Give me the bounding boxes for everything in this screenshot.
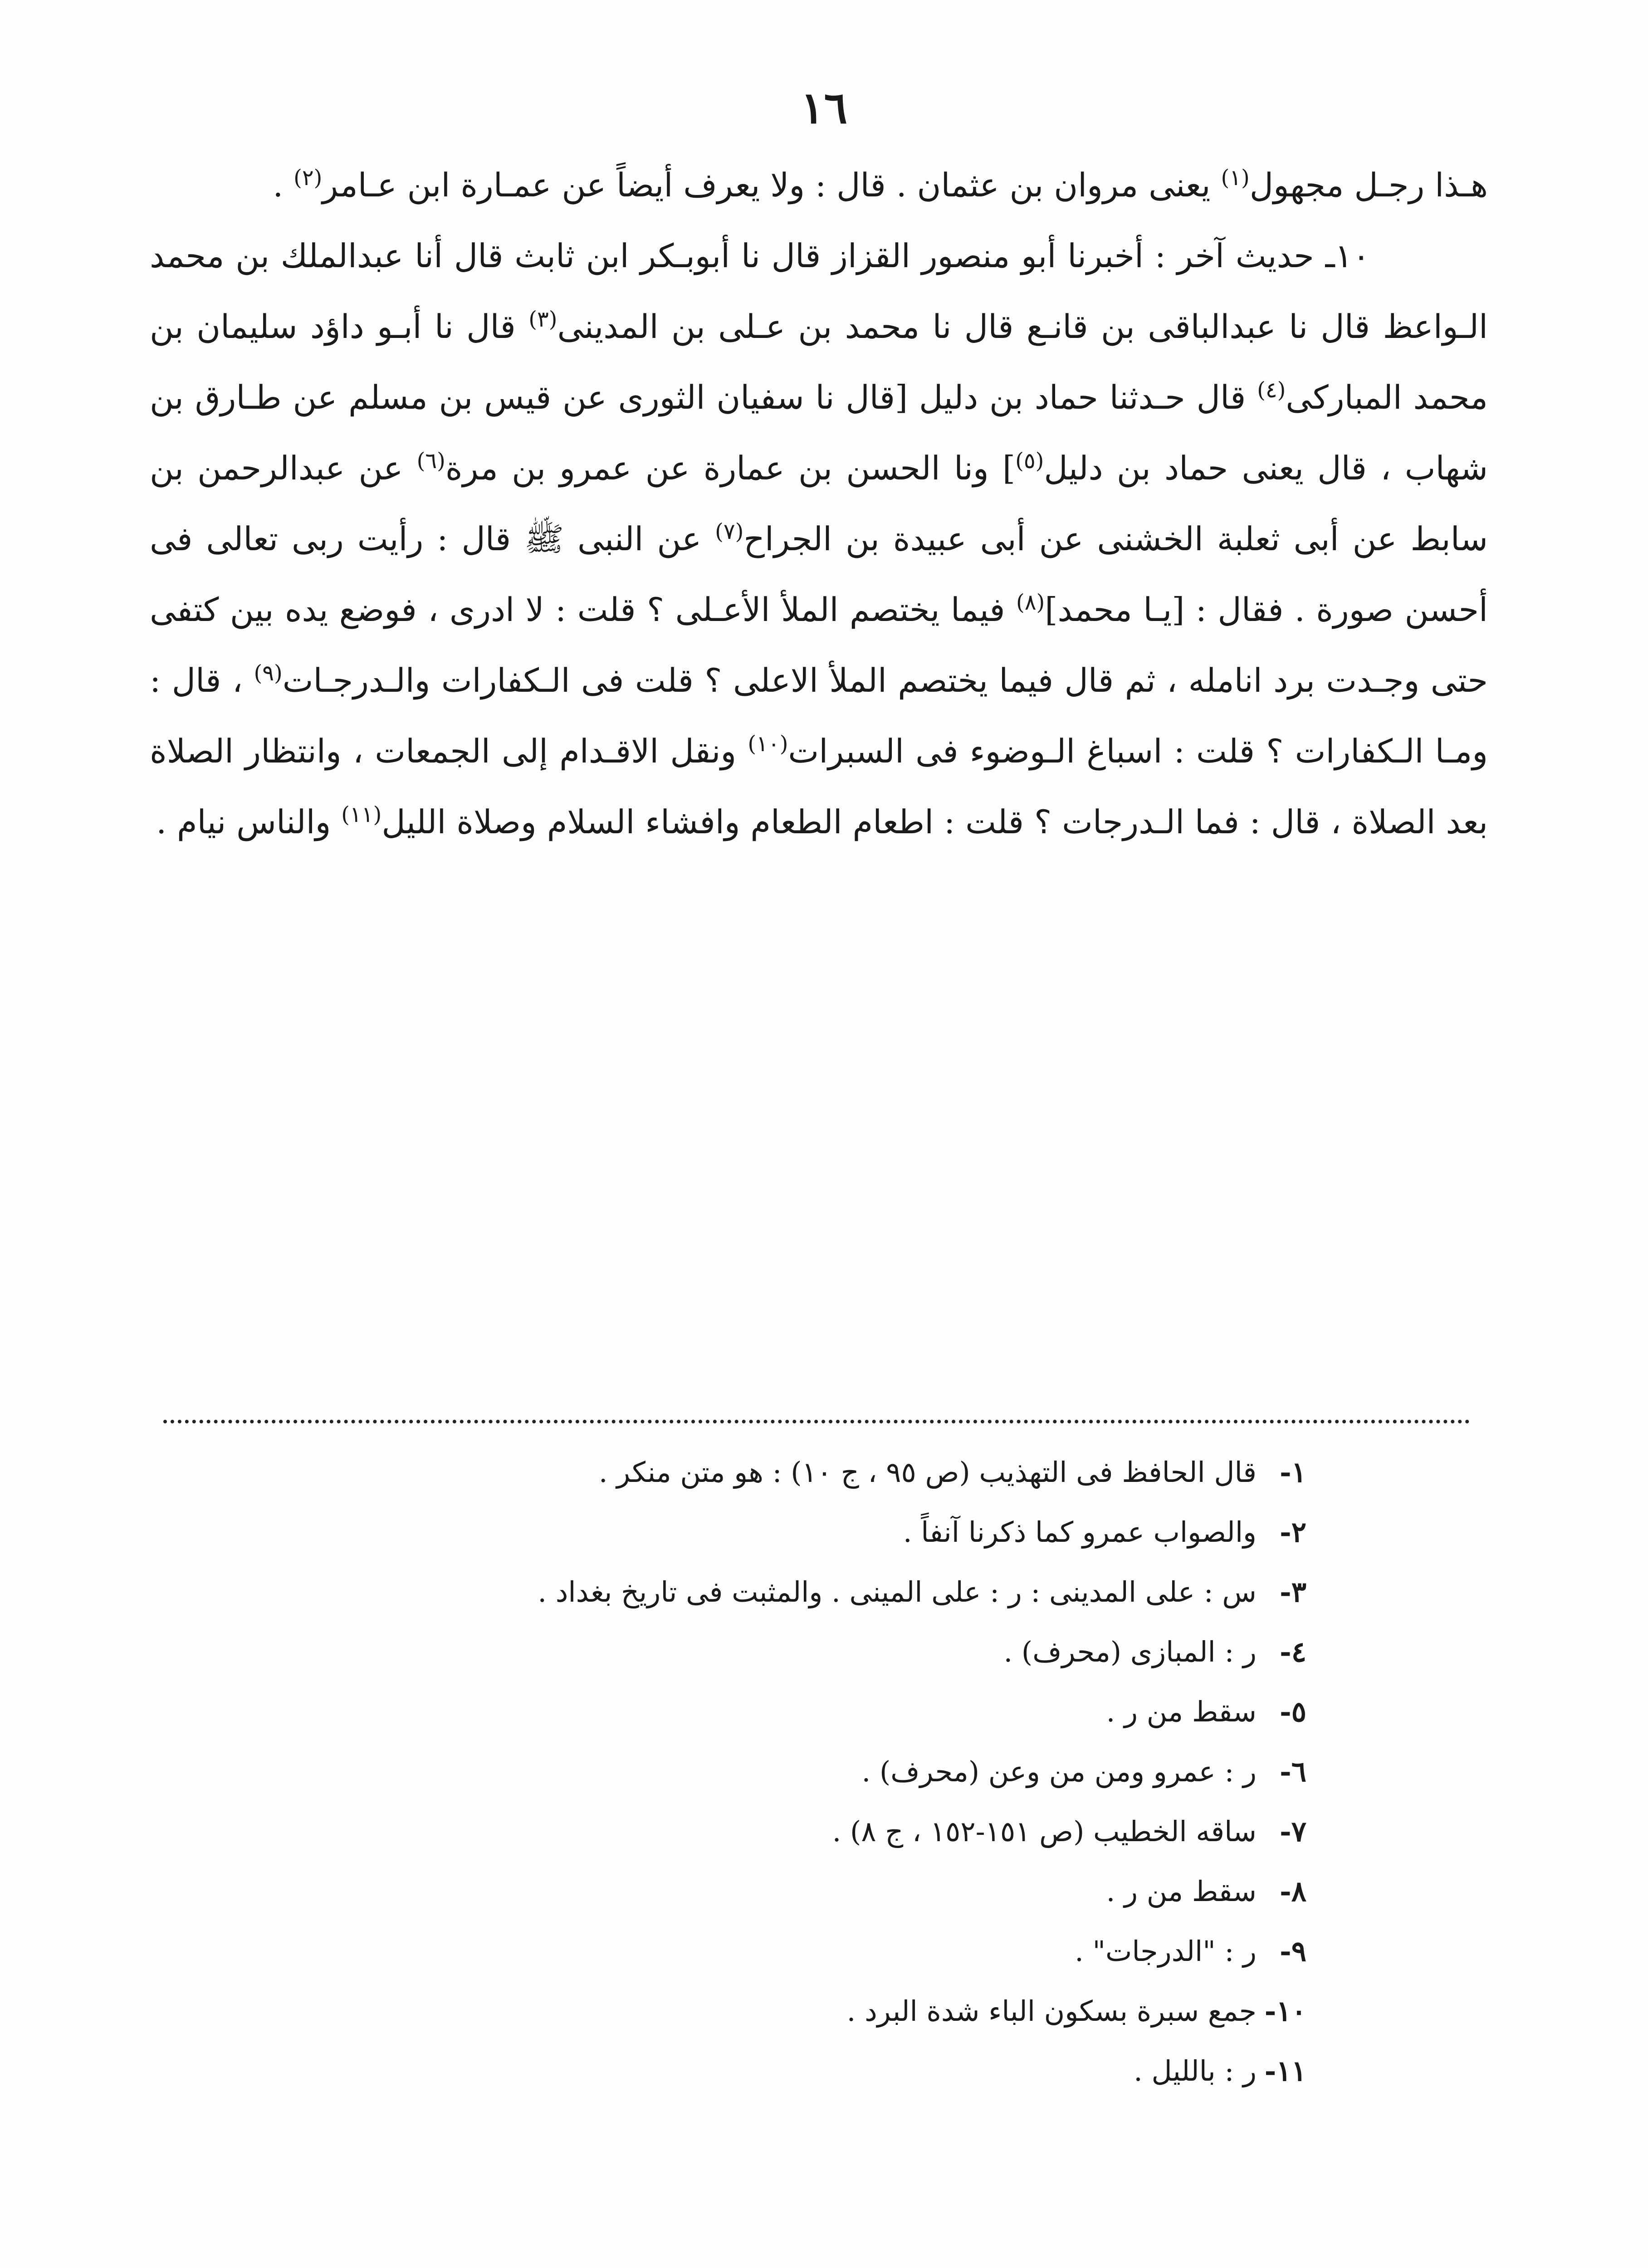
- text-segment: عن النبى ﷺ قال : رأيت ربى تعالى فى أحسن صورة . فقال : [يـا محمد]: [150, 520, 1488, 629]
- footnote-text: ر : عمرو ومن من وعن (محرف) .: [861, 1755, 1257, 1788]
- footnote-ref-3: (٣): [528, 307, 557, 332]
- footnote-ref-7: (٧): [715, 519, 744, 544]
- text-segment: هـذا رجـل مجهول: [1249, 166, 1488, 204]
- footnote-number: ١١-: [1264, 2054, 1306, 2087]
- footnote-11: [150, 2041, 1306, 2101]
- footnote-text: ر : "الدرجات" .: [1075, 1935, 1257, 1968]
- text-segment: ] ونا الحسن بن عمارة عن عمرو بن مرة: [445, 449, 1016, 487]
- footnote-number: ٤-: [1279, 1635, 1306, 1668]
- paragraph-hadith-10: [150, 220, 1488, 857]
- footnote-ref-6: (٦): [416, 448, 445, 474]
- footnote-5: [150, 1682, 1306, 1742]
- footnote-number: ٦-: [1279, 1755, 1306, 1788]
- footnote-7: [150, 1802, 1306, 1862]
- paragraph-1: [150, 150, 1488, 220]
- footnote-number: ٧-: [1279, 1815, 1306, 1848]
- footnote-number: ١٠-: [1264, 1994, 1306, 2028]
- text-segment: ، قال : ومـا الـكفارات ؟ قلت : اسباغ الـوضوء فى السبرات: [150, 661, 1488, 770]
- text-segment: والناس نيام .: [156, 803, 342, 841]
- text-segment: .: [273, 166, 294, 204]
- footnote-ref-5: (٥): [1015, 448, 1044, 474]
- main-text: [150, 150, 1488, 857]
- text-segment: فيما يختصم الملأ الأعـلى ؟ قلت : لا ادرى ، فوضع يده بين كتفى حتى وجـدت برد انامله ، ثم قال فيما يختصم الملأ الاعلى ؟ قلت فى الـكفارات والـدرجـات: [150, 591, 1488, 699]
- text-segment: ١٠ـ حديث آخر : أخبرنا أبو منصور القزاز قال نا أبوبـكر ابن ثابث قال أنا عبدالملك بن محمد الـواعظ قال نا عبدالباقى بن قانـع قال نا محمد بن عـلى بن المدينى: [150, 237, 1488, 346]
- footnote-divider: [163, 1420, 1470, 1423]
- footnote-text: س : على المدينى : ر : على المينى . والمثبت فى تاريخ بغداد .: [538, 1575, 1257, 1608]
- footnote-9: [150, 1921, 1306, 1981]
- footnote-text: ساقه الخطيب (ص ١٥١-١٥٢ ، ج ٨) .: [832, 1815, 1257, 1848]
- footnote-list: [150, 1442, 1306, 2101]
- footnote-number: ٩-: [1279, 1935, 1306, 1968]
- footnote-ref-11: (١١): [341, 802, 382, 827]
- footnote-text: والصواب عمرو كما ذكرنا آنفاً .: [903, 1515, 1257, 1549]
- footnote-number: ٢-: [1279, 1515, 1306, 1549]
- footnote-number: ٥-: [1279, 1695, 1306, 1728]
- footnote-text: جمع سبرة بسكون الباء شدة البرد .: [846, 1994, 1257, 2028]
- text-segment: ونقل الاقـدام إلى الجمعات ، وانتظار الصلاة بعد الصلاة ، قال : فما الـدرجات ؟ قلت : اطعام الطعام وافشاء السلام وصلاة الليل: [150, 732, 1488, 841]
- footnote-number: ٨-: [1279, 1875, 1306, 1908]
- footnote-3: [150, 1562, 1306, 1622]
- footnote-ref-10: (١٠): [748, 731, 788, 757]
- footnote-ref-2: (٢): [293, 165, 323, 191]
- footnote-ref-9: (٩): [254, 660, 283, 686]
- footnote-4: [150, 1622, 1306, 1682]
- text-segment: قال حـدثنا حماد بن دليل [قال نا سفيان الثورى عن قيس بن مسلم عن طـارق بن شهاب ، قال يعنى حماد بن دليل: [150, 378, 1488, 487]
- footnote-text: قال الحافظ فى التهذيب (ص ٩٥ ، ج ١٠) : هو متن منكر .: [598, 1456, 1257, 1489]
- footnote-2: [150, 1502, 1306, 1562]
- text-segment: عن عبدالرحمن بن سابط عن أبى ثعلبة الخشنى عن أبى عبيدة بن الجراح: [150, 449, 1488, 558]
- footnote-text: سقط من ر .: [1106, 1875, 1257, 1908]
- footnote-10: [150, 1981, 1306, 2041]
- text-segment: قال نا أبـو داؤد سليمان بن محمد المباركى: [150, 308, 1488, 416]
- footnote-6: [150, 1742, 1306, 1802]
- footnote-number: ٣-: [1279, 1575, 1306, 1608]
- page-number: ١٦: [800, 82, 848, 133]
- footnote-number: ١-: [1279, 1456, 1306, 1489]
- footnote-text: ر : المبازى (محرف) .: [1003, 1635, 1257, 1668]
- footnote-ref-8: (٨): [1016, 590, 1045, 615]
- footnote-ref-4: (٤): [1257, 377, 1286, 403]
- footnote-1: [150, 1442, 1306, 1502]
- text-segment: يعنى مروان بن عثمان . قال : ولا يعرف أيضاً عن عمـارة ابن عـامر: [322, 166, 1221, 204]
- footnote-ref-1: (١): [1221, 165, 1250, 191]
- footnote-8: [150, 1862, 1306, 1921]
- footnote-text: سقط من ر .: [1106, 1695, 1257, 1728]
- footnote-text: ر : بالليل .: [1134, 2054, 1257, 2087]
